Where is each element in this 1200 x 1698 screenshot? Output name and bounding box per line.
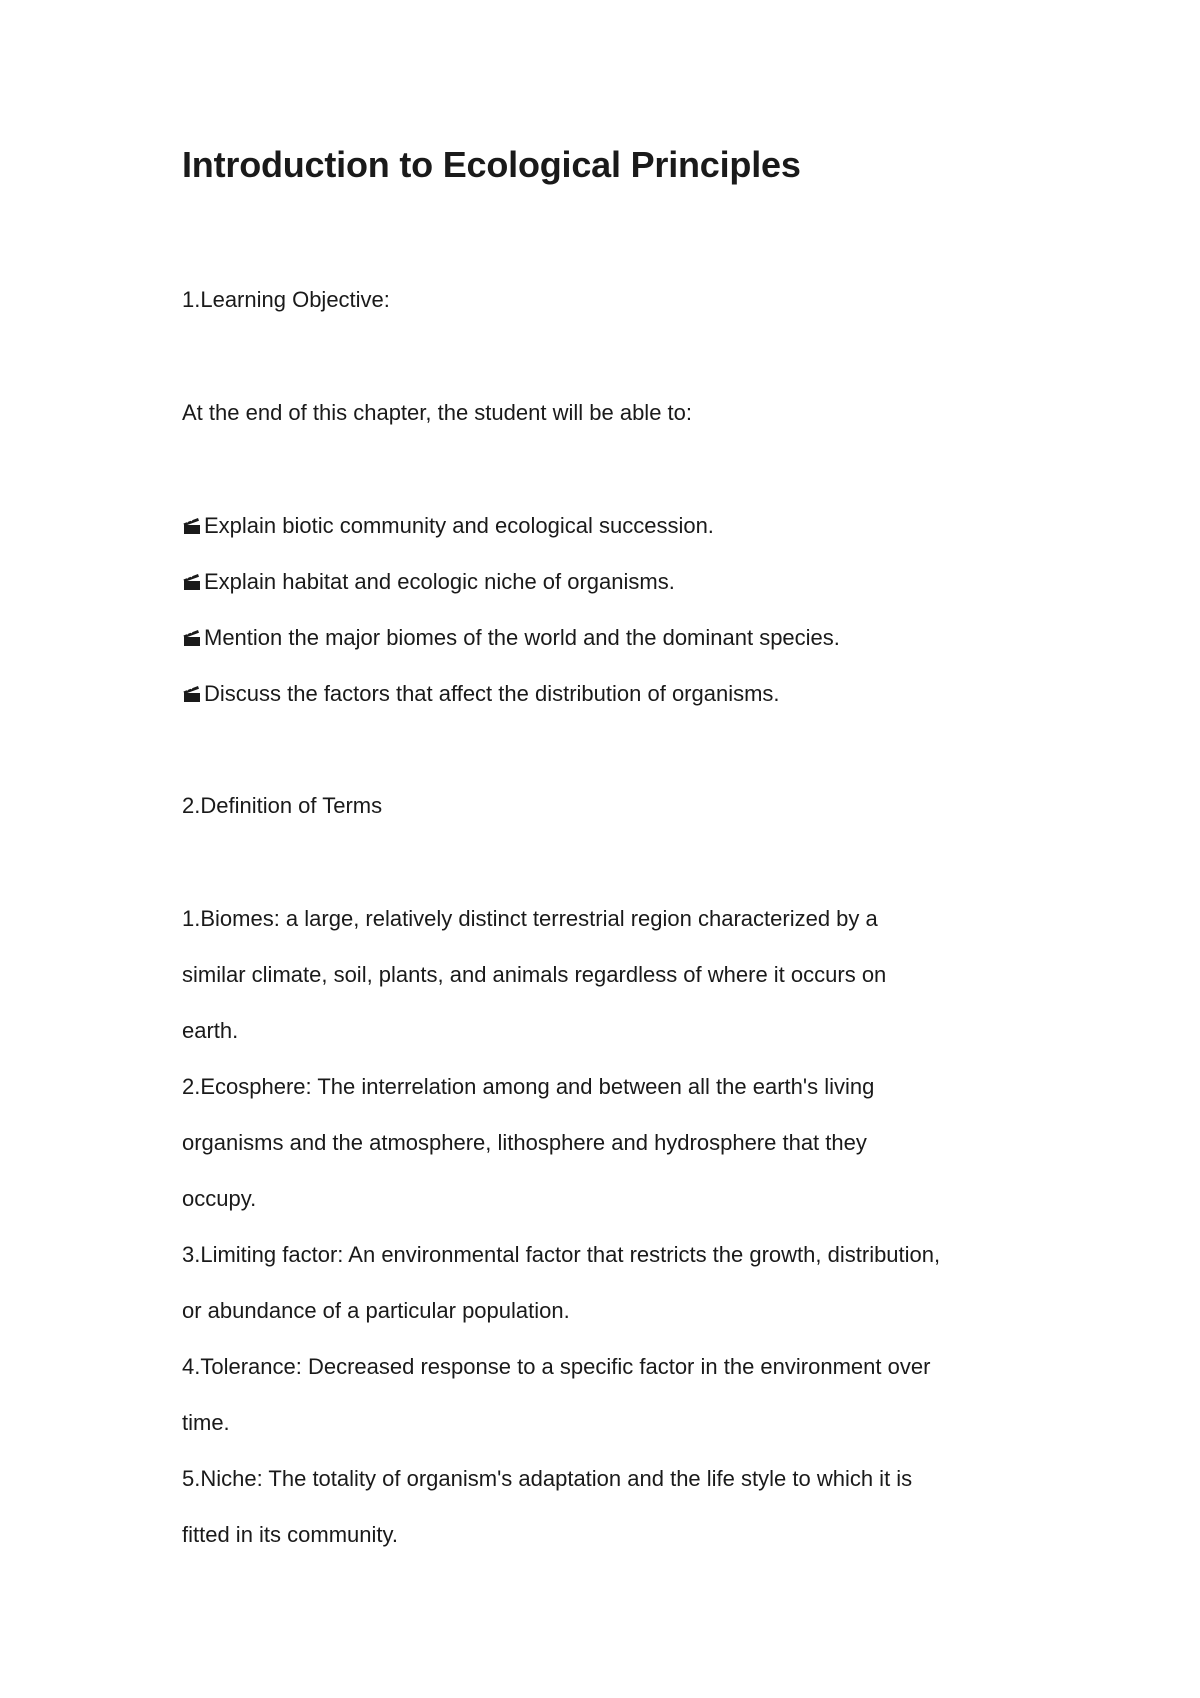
page-title: Introduction to Ecological Principles (182, 144, 801, 185)
list-item (182, 624, 840, 652)
definition-line: earth. (182, 1018, 239, 1043)
list-item-text: Discuss the factors that affect the distribution of organisms. (204, 681, 780, 706)
definition-line: fitted in its community. (182, 1522, 398, 1547)
definition-line: similar climate, soil, plants, and animals regardless of where it occurs on (182, 962, 887, 987)
definition-line: 4.Tolerance: Decreased response to a specific factor in the environment over (182, 1354, 931, 1379)
clapperboard-icon (182, 573, 202, 591)
list-item (182, 512, 714, 540)
definition-line: 2.Ecosphere: The interrelation among and between all the earth's living (182, 1074, 875, 1099)
section-heading-definition-of-terms: 2.Definition of Terms (182, 793, 383, 818)
definition-line: 5.Niche: The totality of organism's adaptation and the life style to which it is (182, 1466, 913, 1491)
definition-line: time. (182, 1410, 230, 1435)
list-item-text: Mention the major biomes of the world and the dominant species. (204, 625, 840, 650)
list-item-text: Explain habitat and ecologic niche of organisms. (204, 569, 675, 594)
definition-line: 3.Limiting factor: An environmental factor that restricts the growth, distribution, (182, 1242, 941, 1267)
list-item (182, 680, 780, 708)
clapperboard-icon (182, 517, 202, 535)
definition-line: occupy. (182, 1186, 257, 1211)
intro-paragraph: At the end of this chapter, the student will be able to: (182, 400, 692, 425)
section-heading-learning-objective: 1.Learning Objective: (182, 287, 390, 312)
list-item (182, 568, 675, 596)
definition-line: or abundance of a particular population. (182, 1298, 570, 1323)
definition-line: organisms and the atmosphere, lithosphere and hydrosphere that they (182, 1130, 867, 1155)
list-item-text: Explain biotic community and ecological succession. (204, 513, 714, 538)
clapperboard-icon (182, 685, 202, 703)
definition-line: 1.Biomes: a large, relatively distinct terrestrial region characterized by a (182, 906, 878, 931)
clapperboard-icon (182, 629, 202, 647)
